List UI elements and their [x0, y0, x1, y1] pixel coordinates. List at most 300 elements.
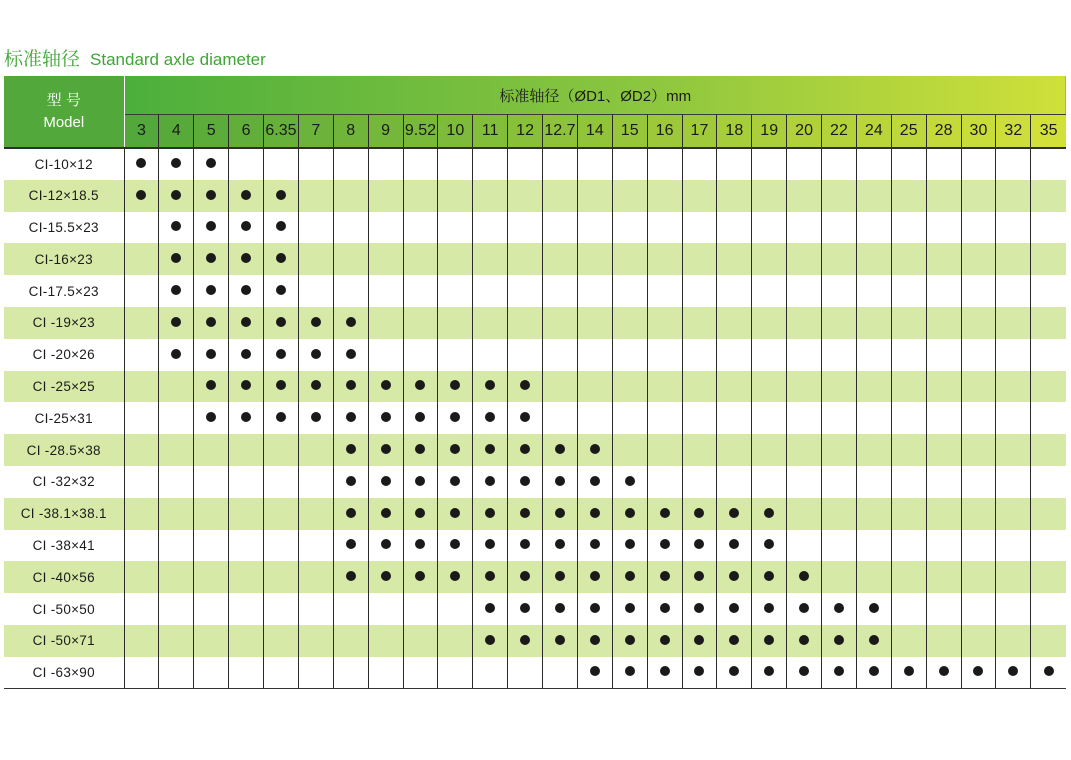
diameter-cell	[787, 243, 822, 275]
diameter-cell	[333, 530, 368, 562]
diameter-cell	[787, 593, 822, 625]
diameter-cell	[333, 148, 368, 180]
diameter-cell	[333, 275, 368, 307]
availability-dot-icon	[660, 603, 670, 613]
availability-dot-icon	[346, 476, 356, 486]
diameter-cell	[682, 657, 717, 689]
diameter-cell	[787, 180, 822, 212]
model-cell: CI -20×26	[4, 339, 124, 371]
diameter-cell	[229, 466, 264, 498]
diameter-cell	[124, 212, 159, 244]
availability-dot-icon	[625, 476, 635, 486]
availability-dot-icon	[381, 571, 391, 581]
availability-dot-icon	[834, 603, 844, 613]
availability-dot-icon	[660, 666, 670, 676]
availability-dot-icon	[520, 444, 530, 454]
diameter-cell	[473, 307, 508, 339]
diameter-cell	[159, 593, 194, 625]
diameter-cell	[787, 148, 822, 180]
availability-dot-icon	[415, 508, 425, 518]
diameter-cell	[856, 148, 891, 180]
diameter-cell	[856, 434, 891, 466]
diameter-cell	[543, 148, 578, 180]
diameter-header: 30	[961, 115, 996, 149]
diameter-header: 7	[298, 115, 333, 149]
diameter-cell	[856, 371, 891, 403]
diameter-cell	[403, 402, 438, 434]
diameter-cell	[438, 625, 473, 657]
page-title	[4, 44, 266, 74]
diameter-cell	[577, 243, 612, 275]
diameter-cell	[752, 530, 787, 562]
availability-dot-icon	[764, 571, 774, 581]
diameter-header: 17	[682, 115, 717, 149]
diameter-cell	[333, 212, 368, 244]
diameter-header: 22	[822, 115, 857, 149]
availability-dot-icon	[625, 603, 635, 613]
diameter-cell	[612, 212, 647, 244]
diameter-cell	[298, 593, 333, 625]
diameter-cell	[124, 498, 159, 530]
diameter-cell	[1031, 212, 1066, 244]
table-row	[4, 180, 1066, 212]
diameter-cell	[333, 657, 368, 689]
diameter-cell	[194, 212, 229, 244]
availability-dot-icon	[346, 508, 356, 518]
availability-dot-icon	[241, 317, 251, 327]
diameter-cell	[717, 593, 752, 625]
diameter-cell	[438, 530, 473, 562]
diameter-cell	[543, 625, 578, 657]
diameter-cell	[543, 434, 578, 466]
diameter-header: 14	[577, 115, 612, 149]
diameter-cell	[752, 339, 787, 371]
diameter-cell	[473, 402, 508, 434]
table-row	[4, 243, 1066, 275]
availability-dot-icon	[729, 508, 739, 518]
diameter-cell	[1031, 561, 1066, 593]
diameter-cell	[822, 371, 857, 403]
diameter-cell	[717, 212, 752, 244]
availability-dot-icon	[939, 666, 949, 676]
diameter-cell	[891, 339, 926, 371]
diameter-cell	[229, 275, 264, 307]
diameter-cell	[822, 657, 857, 689]
availability-dot-icon	[694, 571, 704, 581]
availability-dot-icon	[555, 571, 565, 581]
diameter-cell	[333, 561, 368, 593]
diameter-cell	[508, 402, 543, 434]
diameter-cell	[543, 466, 578, 498]
diameter-cell	[1031, 434, 1066, 466]
diameter-cell	[194, 657, 229, 689]
diameter-cell	[298, 212, 333, 244]
availability-dot-icon	[520, 476, 530, 486]
diameter-cell	[368, 625, 403, 657]
availability-dot-icon	[346, 380, 356, 390]
diameter-cell	[891, 530, 926, 562]
diameter-cell	[264, 530, 299, 562]
availability-dot-icon	[694, 635, 704, 645]
availability-dot-icon	[520, 412, 530, 422]
diameter-cell	[787, 434, 822, 466]
diameter-cell	[996, 148, 1031, 180]
diameter-cell	[508, 657, 543, 689]
availability-dot-icon	[450, 444, 460, 454]
diameter-cell	[822, 212, 857, 244]
diameter-cell	[473, 180, 508, 212]
diameter-cell	[229, 402, 264, 434]
diameter-cell	[333, 339, 368, 371]
diameter-cell	[229, 498, 264, 530]
diameter-cell	[891, 371, 926, 403]
diameter-cell	[961, 212, 996, 244]
availability-dot-icon	[171, 158, 181, 168]
diameter-cell	[647, 180, 682, 212]
availability-dot-icon	[625, 539, 635, 549]
diameter-cell	[822, 530, 857, 562]
diameter-cell	[124, 371, 159, 403]
diameter-cell	[787, 498, 822, 530]
diameter-cell	[856, 275, 891, 307]
availability-dot-icon	[590, 476, 600, 486]
availability-dot-icon	[485, 476, 495, 486]
table-row	[4, 466, 1066, 498]
availability-dot-icon	[520, 603, 530, 613]
availability-dot-icon	[171, 317, 181, 327]
availability-dot-icon	[171, 253, 181, 263]
diameter-cell	[717, 434, 752, 466]
diameter-cell	[194, 530, 229, 562]
availability-dot-icon	[520, 380, 530, 390]
diameter-cell	[298, 243, 333, 275]
diameter-cell	[229, 180, 264, 212]
diameter-cell	[543, 339, 578, 371]
diameter-cell	[473, 339, 508, 371]
availability-dot-icon	[520, 539, 530, 549]
diameter-cell	[891, 275, 926, 307]
diameter-cell	[612, 371, 647, 403]
diameter-header: 16	[647, 115, 682, 149]
diameter-cell	[194, 243, 229, 275]
diameter-cell	[368, 148, 403, 180]
diameter-cell	[333, 466, 368, 498]
availability-dot-icon	[346, 571, 356, 581]
diameter-cell	[508, 180, 543, 212]
table-row	[4, 561, 1066, 593]
diameter-cell	[1031, 371, 1066, 403]
diameter-cell	[543, 402, 578, 434]
diameter-cell	[926, 275, 961, 307]
diameter-cell	[926, 434, 961, 466]
model-column-header	[4, 76, 124, 148]
diameter-cell	[961, 243, 996, 275]
diameter-cell	[822, 561, 857, 593]
diameter-cell	[403, 275, 438, 307]
diameter-cell	[752, 466, 787, 498]
diameter-cell	[961, 148, 996, 180]
diameter-cell	[891, 625, 926, 657]
diameter-cell	[647, 275, 682, 307]
diameter-cell	[368, 243, 403, 275]
diameter-cell	[473, 371, 508, 403]
diameter-cell	[124, 657, 159, 689]
diameter-cell	[961, 371, 996, 403]
diameter-cell	[787, 466, 822, 498]
model-cell: CI -38.1×38.1	[4, 498, 124, 530]
diameter-cell	[752, 561, 787, 593]
diameter-header: 6	[229, 115, 264, 149]
diameter-cell	[159, 561, 194, 593]
diameter-cell	[647, 148, 682, 180]
diameter-cell	[752, 212, 787, 244]
availability-dot-icon	[346, 444, 356, 454]
diameter-cell	[368, 307, 403, 339]
diameter-cell	[612, 561, 647, 593]
availability-dot-icon	[555, 476, 565, 486]
availability-dot-icon	[206, 221, 216, 231]
diameter-cell	[926, 371, 961, 403]
availability-dot-icon	[276, 253, 286, 263]
diameter-header: 24	[856, 115, 891, 149]
diameter-cell	[752, 148, 787, 180]
availability-dot-icon	[555, 444, 565, 454]
diameter-cell	[961, 466, 996, 498]
availability-dot-icon	[694, 603, 704, 613]
diameter-cell	[194, 148, 229, 180]
diameter-cell	[891, 212, 926, 244]
diameter-cell	[264, 180, 299, 212]
diameter-cell	[682, 466, 717, 498]
diameter-cell	[403, 212, 438, 244]
diameter-cell	[229, 657, 264, 689]
diameter-cell	[1031, 593, 1066, 625]
diameter-cell	[577, 593, 612, 625]
diameter-cell	[682, 530, 717, 562]
diameter-cell	[194, 434, 229, 466]
diameter-cell	[194, 625, 229, 657]
diameter-cell	[856, 561, 891, 593]
diameter-cell	[333, 371, 368, 403]
diameter-cell	[996, 275, 1031, 307]
diameter-cell	[926, 243, 961, 275]
availability-dot-icon	[764, 666, 774, 676]
diameter-cell	[856, 625, 891, 657]
table-row	[4, 275, 1066, 307]
availability-dot-icon	[660, 508, 670, 518]
diameter-cell	[403, 243, 438, 275]
availability-dot-icon	[311, 412, 321, 422]
diameter-cell	[333, 307, 368, 339]
diameter-cell	[438, 466, 473, 498]
availability-dot-icon	[799, 666, 809, 676]
diameter-cell	[612, 498, 647, 530]
diameter-cell	[438, 307, 473, 339]
diameter-cell	[752, 402, 787, 434]
diameter-cell	[159, 434, 194, 466]
diameter-cell	[194, 466, 229, 498]
availability-dot-icon	[729, 603, 739, 613]
model-cell: CI -63×90	[4, 657, 124, 689]
diameter-cell	[159, 625, 194, 657]
header-row-diameters	[4, 115, 1066, 149]
table-row	[4, 625, 1066, 657]
availability-dot-icon	[171, 349, 181, 359]
diameter-cell	[333, 243, 368, 275]
diameter-cell	[856, 307, 891, 339]
availability-dot-icon	[869, 635, 879, 645]
diameter-cell	[333, 625, 368, 657]
diameter-cell	[264, 371, 299, 403]
diameter-cell	[996, 593, 1031, 625]
diameter-cell	[124, 593, 159, 625]
availability-dot-icon	[171, 190, 181, 200]
diameter-cell	[368, 371, 403, 403]
availability-dot-icon	[1008, 666, 1018, 676]
diameter-cell	[298, 498, 333, 530]
diameter-cell	[891, 561, 926, 593]
diameter-cell	[543, 180, 578, 212]
diameter-cell	[577, 657, 612, 689]
diameter-cell	[159, 307, 194, 339]
diameter-cell	[333, 402, 368, 434]
diameter-cell	[1031, 402, 1066, 434]
diameter-cell	[647, 402, 682, 434]
availability-dot-icon	[171, 221, 181, 231]
diameter-cell	[577, 466, 612, 498]
diameter-cell	[752, 498, 787, 530]
model-cell: CI -38×41	[4, 530, 124, 562]
diameter-cell	[264, 657, 299, 689]
diameter-cell	[856, 593, 891, 625]
diameter-cell	[229, 434, 264, 466]
diameter-cell	[473, 561, 508, 593]
diameter-cell	[1031, 307, 1066, 339]
availability-dot-icon	[241, 285, 251, 295]
diameter-cell	[264, 148, 299, 180]
availability-dot-icon	[904, 666, 914, 676]
diameter-cell	[368, 339, 403, 371]
availability-dot-icon	[450, 380, 460, 390]
diameter-cell	[298, 402, 333, 434]
diameter-cell	[752, 657, 787, 689]
availability-dot-icon	[415, 476, 425, 486]
diameter-cell	[752, 625, 787, 657]
model-cell: CI -32×32	[4, 466, 124, 498]
diameter-cell	[822, 625, 857, 657]
diameter-cell	[822, 498, 857, 530]
diameter-cell	[508, 593, 543, 625]
diameter-cell	[1031, 625, 1066, 657]
availability-dot-icon	[171, 285, 181, 295]
diameter-cell	[996, 466, 1031, 498]
availability-dot-icon	[590, 571, 600, 581]
diameter-cell	[787, 275, 822, 307]
diameter-cell	[368, 275, 403, 307]
availability-dot-icon	[241, 349, 251, 359]
diameter-cell	[926, 148, 961, 180]
diameter-cell	[822, 307, 857, 339]
diameter-cell	[682, 307, 717, 339]
model-cell: CI -25×25	[4, 371, 124, 403]
availability-dot-icon	[729, 666, 739, 676]
diameter-cell	[822, 180, 857, 212]
table-row	[4, 212, 1066, 244]
diameter-cell	[926, 402, 961, 434]
availability-dot-icon	[485, 380, 495, 390]
availability-dot-icon	[415, 412, 425, 422]
diameter-cell	[438, 561, 473, 593]
diameter-cell	[508, 434, 543, 466]
diameter-header: 25	[891, 115, 926, 149]
diameter-cell	[473, 625, 508, 657]
availability-dot-icon	[450, 412, 460, 422]
diameter-cell	[159, 212, 194, 244]
diameter-cell	[612, 593, 647, 625]
diameter-cell	[473, 466, 508, 498]
diameter-cell	[438, 339, 473, 371]
diameter-cell	[403, 498, 438, 530]
diameter-cell	[682, 339, 717, 371]
diameter-cell	[856, 466, 891, 498]
diameter-header: 28	[926, 115, 961, 149]
diameter-cell	[298, 307, 333, 339]
diameter-cell	[996, 625, 1031, 657]
diameter-cell	[368, 561, 403, 593]
diameter-cell	[926, 561, 961, 593]
diameter-cell	[926, 339, 961, 371]
diameter-cell	[543, 212, 578, 244]
diameter-cell	[612, 243, 647, 275]
diameter-cell	[508, 275, 543, 307]
diameter-cell	[682, 371, 717, 403]
diameter-cell	[403, 339, 438, 371]
diameter-cell	[822, 243, 857, 275]
diameter-cell	[926, 307, 961, 339]
diameter-cell	[438, 275, 473, 307]
availability-dot-icon	[450, 476, 460, 486]
diameter-cell	[194, 498, 229, 530]
diameter-cell	[752, 593, 787, 625]
diameter-cell	[996, 212, 1031, 244]
diameter-cell	[438, 593, 473, 625]
diameter-cell	[194, 593, 229, 625]
diameter-cell	[717, 561, 752, 593]
diameter-cell	[298, 434, 333, 466]
diameter-cell	[926, 498, 961, 530]
diameter-cell	[124, 243, 159, 275]
diameter-cell	[996, 434, 1031, 466]
diameter-cell	[159, 466, 194, 498]
availability-dot-icon	[415, 380, 425, 390]
diameter-cell	[752, 243, 787, 275]
diameter-cell	[961, 339, 996, 371]
diameter-cell	[1031, 243, 1066, 275]
diameter-cell	[996, 307, 1031, 339]
availability-dot-icon	[555, 508, 565, 518]
diameter-header: 12	[508, 115, 543, 149]
diameter-cell	[543, 657, 578, 689]
diameter-cell	[856, 212, 891, 244]
diameter-cell	[438, 657, 473, 689]
diameter-cell	[229, 307, 264, 339]
diameter-cell	[996, 657, 1031, 689]
diameter-cell	[787, 339, 822, 371]
diameter-cell	[264, 212, 299, 244]
diameter-cell	[577, 530, 612, 562]
diameter-header: 18	[717, 115, 752, 149]
diameter-cell	[787, 402, 822, 434]
